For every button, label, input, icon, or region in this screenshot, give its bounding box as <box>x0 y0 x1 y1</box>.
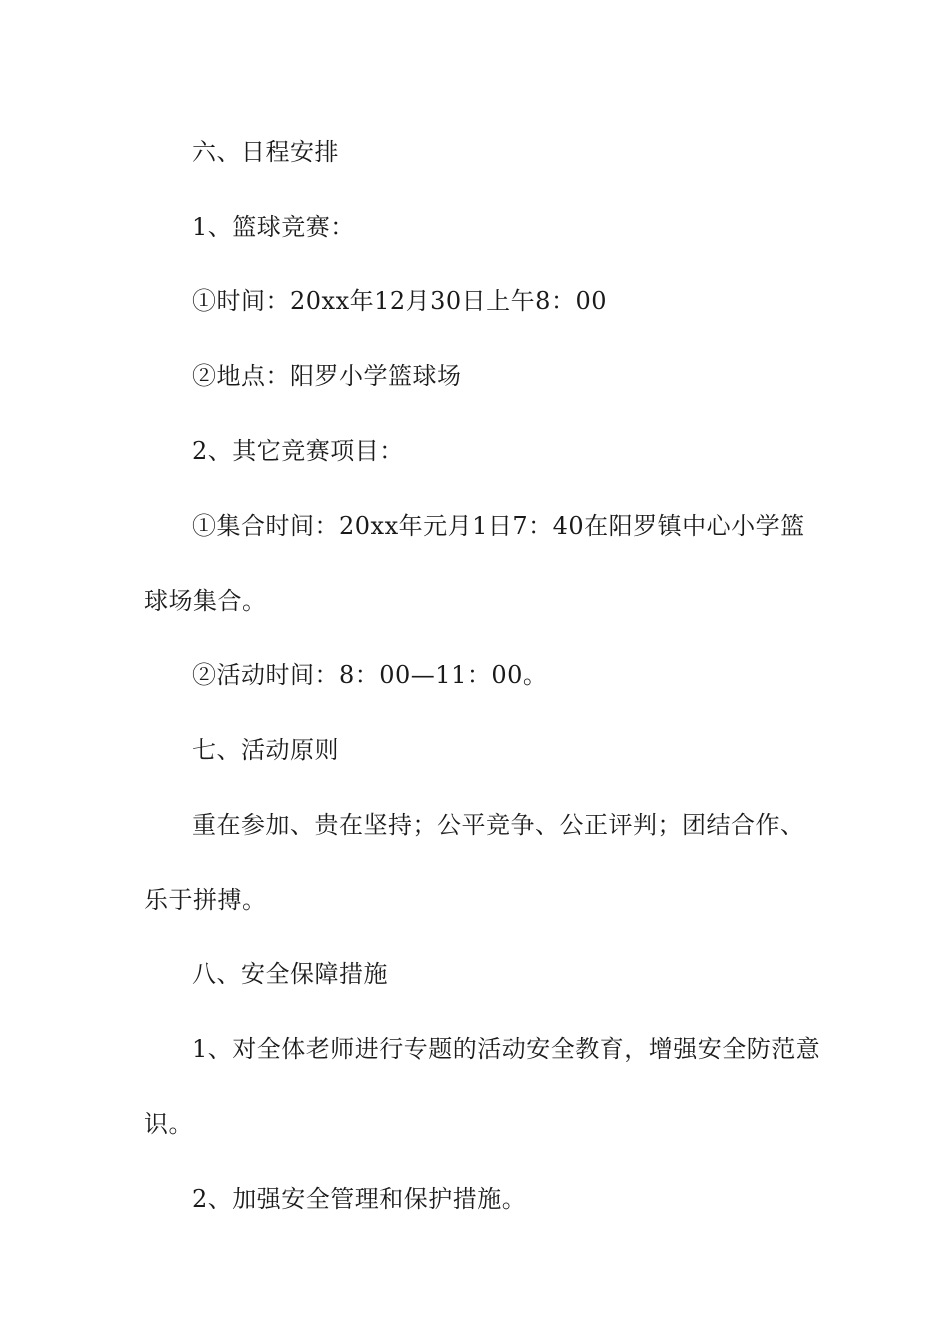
section-heading-schedule: 六、日程安排 <box>192 138 339 166</box>
safety-item2: 2、加强安全管理和保护措施。 <box>192 1185 527 1213</box>
principles-line1: 重在参加、贵在坚持；公平竞争、公正评判；团结合作、 <box>192 811 805 839</box>
safety-item1-line2: 识。 <box>144 1110 193 1138</box>
safety-item1-line1: 1、对全体老师进行专题的活动安全教育，增强安全防范意 <box>192 1035 821 1063</box>
basketball-time: ①时间：20xx年12月30日上午8：00 <box>192 287 607 315</box>
item-other-events-heading: 2、其它竞赛项目： <box>192 437 404 465</box>
section-heading-safety: 八、安全保障措施 <box>192 960 388 988</box>
item-basketball-heading: 1、篮球竞赛： <box>192 213 355 241</box>
activity-time: ②活动时间：8：00—11：00。 <box>192 661 548 689</box>
assembly-time-line1: ①集合时间：20xx年元月1日7：40在阳罗镇中心小学篮 <box>192 512 805 540</box>
assembly-time-line2: 球场集合。 <box>144 587 267 615</box>
basketball-location: ②地点：阳罗小学篮球场 <box>192 362 462 390</box>
section-heading-principles: 七、活动原则 <box>192 736 339 764</box>
principles-line2: 乐于拼搏。 <box>144 886 267 914</box>
